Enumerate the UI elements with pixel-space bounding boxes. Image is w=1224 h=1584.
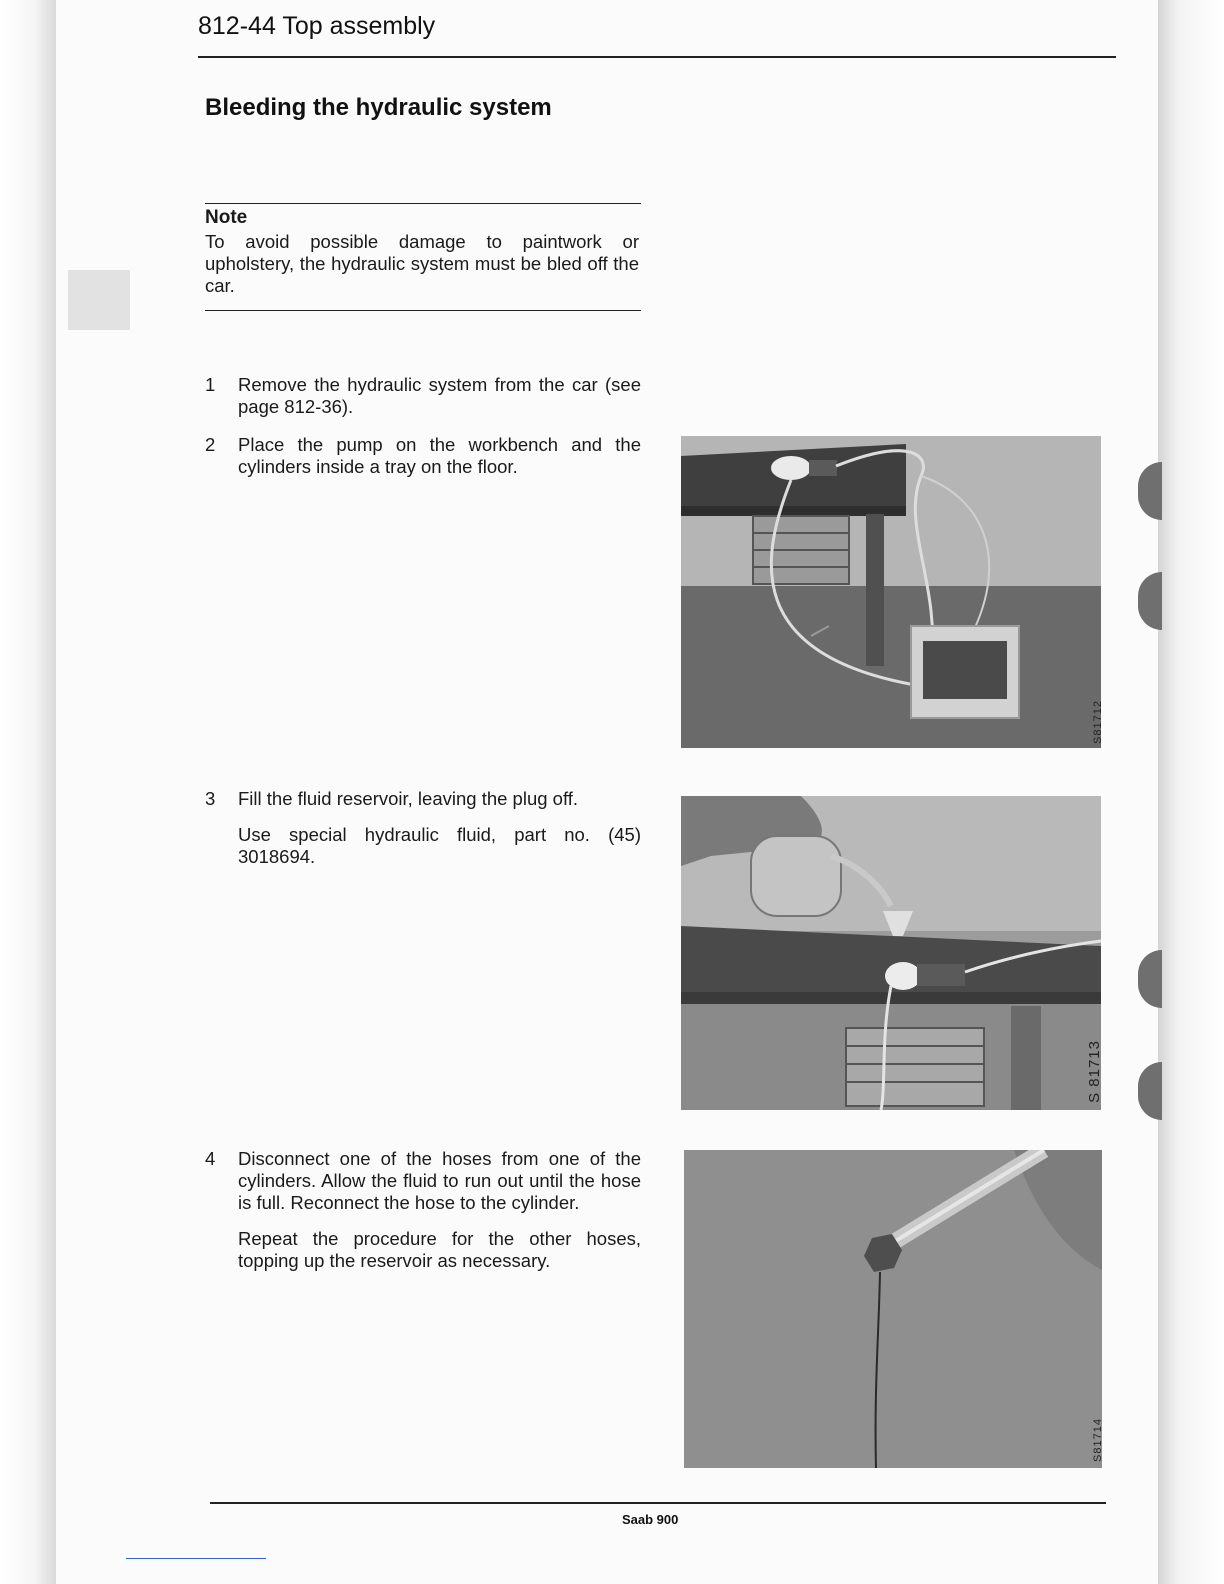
scan-left-edge [0,0,56,1584]
scan-artifact [68,270,130,330]
step-number: 2 [205,434,216,455]
step-number: 3 [205,788,216,809]
step-2 [205,434,641,492]
note-label: Note [205,207,248,228]
step-text: Use special hydraulic fluid, part no. (45) 3018694. [238,824,641,867]
step-text: Disconnect one of the hoses from one of the cylinders. Allow the fluid to run out until the hose is full. Reconnect the hose to the cylinder. [238,1148,641,1213]
photo-code: S81712 [1092,700,1104,744]
scan-underline-artifact [126,1558,266,1559]
photo-pump-on-workbench [681,436,1101,748]
step-text: Fill the fluid reservoir, leaving the plug off. [238,788,579,809]
step-number: 1 [205,374,216,395]
scan-right-edge [1158,0,1224,1584]
step-3 [205,788,641,882]
step-4 [205,1148,641,1286]
step-number: 4 [205,1148,216,1169]
step-text: Remove the hydraulic system from the car (see page 812-36). [238,374,641,417]
step-text: Place the pump on the workbench and the cylinders inside a tray on the floor. [238,434,641,477]
photo-code: S 81713 [1086,1040,1103,1103]
note-bottom-rule [205,310,641,311]
header-divider [198,56,1116,58]
photo-filling-reservoir [681,796,1101,1110]
step-1 [205,374,641,432]
footer-divider [210,1502,1106,1504]
page-header: 812-44 Top assembly [198,12,436,40]
footer-model: Saab 900 [622,1512,679,1527]
section-title: Bleeding the hydraulic system [205,94,552,121]
photo-hose-draining [684,1150,1102,1468]
note-top-rule [205,203,641,204]
photo-code: S81714 [1092,1418,1104,1462]
step-text: Repeat the procedure for the other hoses, topping up the reservoir as necessary. [238,1228,641,1271]
note-text: To avoid possible damage to paintwork or upholstery, the hydraulic system must be bled off the car. [205,231,639,296]
